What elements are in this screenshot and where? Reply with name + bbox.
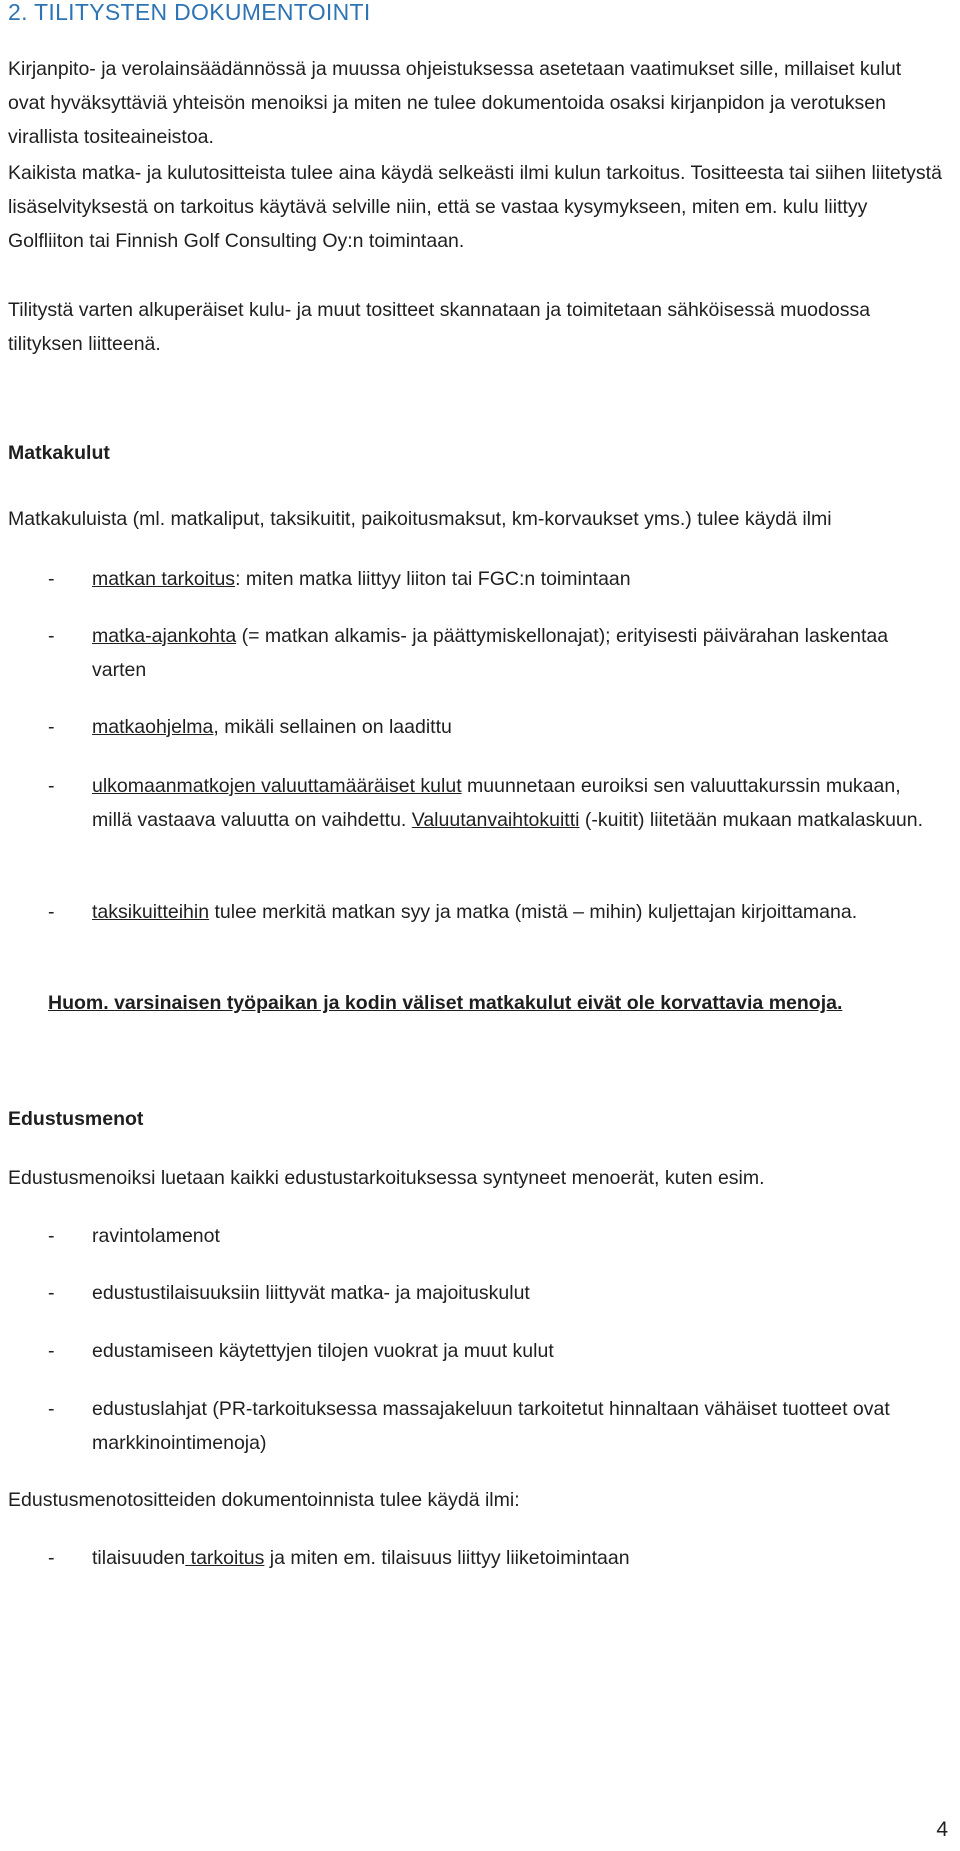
list-dash: - (48, 716, 55, 738)
list-dash: - (48, 1340, 55, 1362)
representation-lead: Edustusmenoiksi luetaan kaikki edustustarkoituksessa syntyneet menoerät, kuten esim. (8, 1167, 765, 1189)
list-dash: - (48, 568, 55, 590)
page-number: 4 (936, 1818, 948, 1841)
representation-subheading: Edustusmenot (8, 1108, 144, 1130)
travel-lead: Matkakuluista (ml. matkaliput, taksikuitit, paikoitusmaksut, km-korvaukset yms.) tulee käydä ilmi (8, 508, 832, 530)
list-item-text: matka-ajankohta (= matkan alkamis- ja päättymiskellonajat); erityisesti päivärahan laskentaa varten (92, 625, 889, 681)
list-dash: - (48, 1547, 55, 1569)
list-item-text: edustamiseen käytettyjen tilojen vuokrat ja muut kulut (92, 1340, 554, 1362)
intro-paragraph-1: Kirjanpito- ja verolainsäädännössä ja muussa ohjeistuksessa asetetaan vaatimukset sille, millaiset kulut ovat hyväksyttäviä yhteisön menoiksi ja miten ne tulee dokumentoida osaksi kirjanpidon ja verotuksen virallista tositeaineistoa. (8, 58, 902, 148)
list-item-text: edustustilaisuuksiin liittyvät matka- ja majoituskulut (92, 1282, 530, 1304)
representation-doc-lead: Edustusmenotositteiden dokumentoinnista tulee käydä ilmi: (8, 1489, 520, 1511)
intro-paragraph-3: Tilitystä varten alkuperäiset kulu- ja muut tositteet skannataan ja toimitetaan sähköisessä muodossa tilityksen liitteenä. (8, 299, 871, 355)
intro-paragraph-2: Kaikista matka- ja kulutositteista tulee aina käydä selkeästi ilmi kulun tarkoitus. Tositteesta tai siihen liitetystä lisäselvityksestä on tarkoitus käytävä selville niin, että se vastaa kysymykseen, miten em. kulu liittyy Golfliiton tai Finnish Golf Consulting Oy:n toimintaan. (8, 162, 942, 252)
list-dash: - (48, 901, 55, 923)
list-item-text: taksikuitteihin tulee merkitä matkan syy ja matka (mistä – mihin) kuljettajan kirjoittamana. (92, 901, 858, 923)
travel-subheading: Matkakulut (8, 442, 110, 464)
list-item-text: ulkomaanmatkojen valuuttamääräiset kulut muunnetaan euroiksi sen valuuttakurssin mukaan, millä vastaava valuutta on vaihdettu. Valuutanvaihtokuitti (-kuitit) liitetään mukaan matkalaskuun. (92, 775, 924, 831)
list-dash: - (48, 1398, 55, 1420)
list-item-text: ravintolamenot (92, 1225, 220, 1247)
list-item-text: matkan tarkoitus: miten matka liittyy liiton tai FGC:n toimintaan (92, 568, 631, 590)
list-item-text: matkaohjelma, mikäli sellainen on laadittu (92, 716, 452, 738)
list-dash: - (48, 1282, 55, 1304)
travel-note: Huom. varsinaisen työpaikan ja kodin väliset matkakulut eivät ole korvattavia menoja. (48, 992, 843, 1014)
list-dash: - (48, 1225, 55, 1247)
list-dash: - (48, 775, 55, 797)
list-dash: - (48, 625, 55, 647)
list-item-text: edustuslahjat (PR-tarkoituksessa massajakeluun tarkoitetut hinnaltaan vähäiset tuotteet ovat markkinointimenoja) (92, 1398, 890, 1454)
section-heading: 2. TILITYSTEN DOKUMENTOINTI (8, 0, 371, 25)
list-item-text: tilaisuuden tarkoitus ja miten em. tilaisuus liittyy liiketoimintaan (92, 1547, 630, 1569)
